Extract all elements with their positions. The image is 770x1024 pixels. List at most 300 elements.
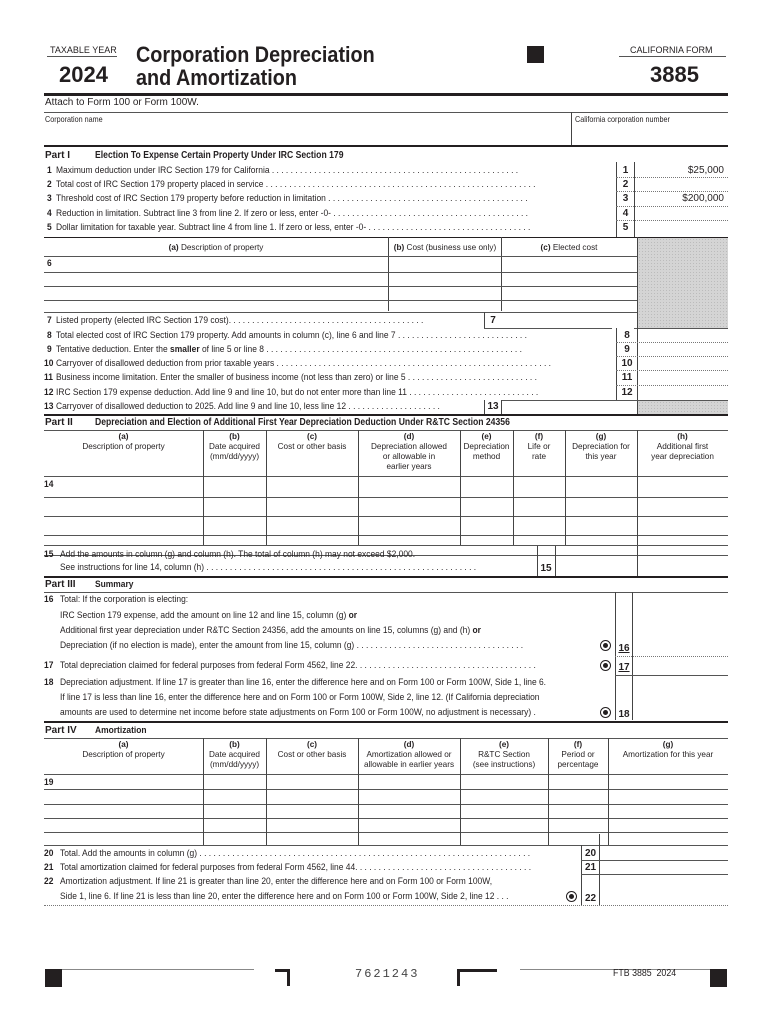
- part2-row4-col-h[interactable]: [639, 536, 725, 544]
- col-label-line: Depreciation for: [572, 442, 630, 451]
- line-7-text: Listed property (elected IRC Section 179 cost). . . . . . . . . . . . . . . . . . . . . . . . . . . . . . . . . . . . . . . . . .: [56, 315, 424, 326]
- column-divider: [203, 430, 204, 545]
- line-15-number: 15: [44, 549, 54, 560]
- rule-9: [616, 356, 728, 357]
- corner-mark-left: [275, 969, 290, 986]
- col-label-line: this year: [585, 452, 617, 461]
- part4-col-header-e: [460, 740, 548, 770]
- registration-mark-top: [527, 46, 544, 63]
- part4-row2-col-g[interactable]: [610, 790, 725, 803]
- part3-header-bottom: [44, 592, 728, 593]
- line-13-amount[interactable]: [503, 401, 633, 413]
- part2-row3-col-f[interactable]: [515, 517, 562, 534]
- part4-row5-bottom: [44, 845, 728, 846]
- part2-col-header-f: [513, 432, 565, 462]
- line6-row3-elected[interactable]: [503, 287, 633, 299]
- line6-row2-desc[interactable]: [46, 273, 386, 285]
- line-2-text: Total cost of IRC Section 179 property placed in service . . . . . . . . . . . . . . . . . . . . . . . . . . . . . . . . . . . . . . . . . . . . . . . . . . . . . . . . . .: [56, 179, 536, 190]
- col-key: (a): [118, 740, 129, 749]
- col-a-header-text: Description of property: [180, 243, 264, 252]
- part4-col-header-a: [44, 740, 203, 760]
- part2-col-header-h: [637, 432, 728, 462]
- part2-row4-col-a[interactable]: [46, 536, 200, 544]
- part4-row1-col-c[interactable]: [268, 776, 355, 788]
- line-20-text: Total. Add the amounts in column (g) . . . . . . . . . . . . . . . . . . . . . . . . . . . . . . . . . . . . . . . . . . . . . . . . . . . . . . . . . . . . . . . . . . . . . . .: [60, 848, 531, 859]
- column-divider: [358, 738, 359, 845]
- registration-mark-bottom-right: [710, 969, 727, 987]
- registration-mark-bottom-left: [45, 969, 62, 987]
- part2-row2-col-d[interactable]: [360, 498, 457, 515]
- part4-label: Part IV: [45, 725, 77, 736]
- col-label-line: year depreciation: [651, 452, 714, 461]
- col-key: (c): [306, 432, 317, 441]
- col-label-line: earlier years: [386, 462, 432, 471]
- part2-row3-col-g[interactable]: [567, 517, 634, 534]
- col-label-line: Additional first: [656, 442, 709, 451]
- line-8-text: Total elected cost of IRC Section 179 property. Add amounts in column (c), line 6 and line 7 . . . . . . . . . . . . . . . . . . . . . . . . . . . .: [56, 330, 527, 341]
- line-22-amount[interactable]: [602, 876, 724, 904]
- line-4-text: Reduction in limitation. Subtract line 3 from line 2. If zero or less, enter -0- . . . . . . . . . . . . . . . . . . . . . . . . . . . . . . . . . . . . . . . . . .: [56, 208, 529, 219]
- line-18-text3: amounts are used to determine net income before state adjustments on Form 100 or Form 100W, no adjustment is necessary) .: [60, 707, 536, 718]
- line7-bottom: [484, 328, 728, 329]
- rule-16: [615, 656, 728, 657]
- part2-row1-col-a[interactable]: [60, 478, 200, 496]
- line-15-col-g[interactable]: [557, 556, 635, 574]
- part4-row3-col-b[interactable]: [205, 805, 263, 817]
- col-label-line: Period or: [561, 750, 595, 759]
- part4-title: Amortization: [95, 725, 147, 736]
- corner-mark-right: [457, 969, 497, 986]
- line-18-radio-icon[interactable]: [600, 707, 611, 718]
- part4-row4-col-c[interactable]: [268, 819, 355, 831]
- part4-row5-col-b[interactable]: [205, 833, 263, 844]
- part2-row1-col-g[interactable]: [567, 478, 634, 496]
- line-18-text2: If line 17 is less than line 16, enter the difference here and on Form 100 or Form 100W, Side 2, line 12. (If California depreciation: [60, 692, 540, 703]
- line-20-amount[interactable]: [602, 847, 724, 859]
- column-divider: [460, 738, 461, 845]
- line-17-radio-icon[interactable]: [600, 660, 611, 671]
- line-1-box: 1: [622, 165, 629, 176]
- part2-row3-col-e[interactable]: [462, 517, 510, 534]
- part4-row1-col-b[interactable]: [205, 776, 263, 788]
- part4-row2-col-c[interactable]: [268, 790, 355, 803]
- part2-row2-col-e[interactable]: [462, 498, 510, 515]
- line-16-radio-icon[interactable]: [600, 640, 611, 651]
- col-key: (e): [498, 740, 509, 749]
- col-key: (b): [229, 432, 240, 441]
- part2-col-header-c: [266, 432, 358, 452]
- part2-row3-col-h[interactable]: [639, 517, 725, 534]
- line-17-number: 17: [44, 660, 54, 671]
- column-divider: [203, 738, 204, 845]
- line-16-text4: Depreciation (if no election is made), enter the amount from line 15, column (g) . . . . . . . . . . . . . . . . . . . . . . . . . . . . . . . . . . . .: [60, 640, 524, 651]
- col-label-line: R&TC Section: [478, 750, 530, 759]
- line-7-number: 7: [47, 315, 52, 326]
- col-label-line: Description of property: [82, 750, 165, 759]
- part3-top-rule: [44, 576, 728, 578]
- part2-row1-col-f[interactable]: [515, 478, 562, 496]
- line-12-amount[interactable]: [640, 387, 724, 399]
- line-2-number: 2: [47, 179, 52, 190]
- rule-11: [616, 385, 728, 386]
- line6-row1-desc[interactable]: [60, 258, 385, 271]
- part4-row2-col-f[interactable]: [550, 790, 605, 803]
- part2-label: Part II: [45, 417, 73, 428]
- col-b-header: (b) Cost (business use only): [393, 243, 497, 252]
- rule-10: [616, 370, 728, 371]
- line-4-amount[interactable]: [636, 208, 724, 220]
- line-21-number: 21: [44, 862, 54, 873]
- col-key: (h): [677, 432, 688, 441]
- part2-row2-col-g[interactable]: [567, 498, 634, 515]
- part4-col-header-b: [203, 740, 266, 770]
- line-1-text: Maximum deduction under IRC Section 179 for California . . . . . . . . . . . . . . . . . . . . . . . . . . . . . . . . . . . . . . . . . . . . . . . . . . . . .: [56, 165, 519, 176]
- line-18-text1: Depreciation adjustment. If line 17 is greater than line 16, enter the difference here and on Form 100 or Form 100W, Side 1, line 6.: [60, 677, 547, 688]
- header-rule: [44, 93, 728, 96]
- col-key: (f): [534, 432, 544, 441]
- rule-8: [616, 342, 728, 343]
- line-16-text3: [60, 625, 481, 637]
- taxable-year-label: TAXABLE YEAR: [50, 45, 117, 55]
- part2-row4-col-c[interactable]: [268, 536, 355, 544]
- california-form-label: CALIFORNIA FORM: [630, 45, 713, 55]
- column-divider: [358, 430, 359, 545]
- rule-21: [581, 874, 728, 875]
- part4-row4-col-f[interactable]: [550, 819, 605, 831]
- column-divider-line15: [555, 545, 556, 576]
- line-16-text3-bold: or: [472, 625, 481, 636]
- line-5-text: Dollar limitation for taxable year. Subtract line 4 from line 1. If zero or less, enter -0- . . . . . . . . . . . . . . . . . . . . . . . . . . . . . . . . . . .: [56, 222, 531, 233]
- part2-row2-col-f[interactable]: [515, 498, 562, 515]
- line-13-box: 13: [487, 401, 499, 412]
- col-c-header-text: Elected cost: [552, 243, 598, 252]
- line-3-number: 3: [47, 193, 52, 204]
- form-title-line1: Corporation Depreciation: [136, 42, 375, 67]
- col-label-line: (mm/dd/yyyy): [209, 760, 260, 769]
- form-title-line2: and Amortization: [136, 65, 297, 90]
- part1-label: Part I: [45, 150, 71, 161]
- line6-table-top: [44, 237, 728, 238]
- part1-title: Election To Expense Certain Property Under IRC Section 179: [95, 150, 344, 161]
- col-key: (d): [403, 432, 415, 441]
- line20-box-right: [599, 834, 600, 905]
- shade-left-border: [637, 237, 638, 329]
- part2-row4-col-e[interactable]: [462, 536, 510, 544]
- line-4-box: 4: [622, 208, 629, 219]
- barcode-number: 7621243: [355, 967, 420, 981]
- part4-row3-col-g[interactable]: [610, 805, 725, 817]
- line-10-amount[interactable]: [640, 358, 724, 370]
- line-22-box: 22: [584, 893, 597, 904]
- col-label-line: method: [472, 452, 501, 461]
- line-9-box: 9: [624, 344, 630, 355]
- col-label-line: Depreciation allowed: [370, 442, 447, 451]
- line-9-text-bold: smaller: [170, 344, 200, 355]
- column-divider-line15: [637, 545, 638, 576]
- corp-number-field[interactable]: [574, 126, 728, 144]
- part4-header-top: [44, 738, 728, 739]
- line6-row2-cost[interactable]: [390, 273, 498, 285]
- part2-row1-col-d[interactable]: [360, 478, 457, 496]
- line-1-amount[interactable]: $25,000: [687, 165, 724, 176]
- col-key: (c): [306, 740, 317, 749]
- line-10-box: 10: [621, 358, 633, 369]
- line-22-number: 22: [44, 876, 54, 887]
- line-17-text: Total depreciation claimed for federal purposes from federal Form 4562, line 22. . . . . . . . . . . . . . . . . . . . . . . . . . . . . . . . . . . . . . .: [60, 660, 536, 671]
- part2-title: Depreciation and Election of Additional First Year Depreciation Deduction Under R&TC Section 24356: [95, 417, 510, 428]
- column-divider: [460, 430, 461, 545]
- line-3-text: Threshold cost of IRC Section 179 property before reduction in limitation . . . . . . . . . . . . . . . . . . . . . . . . . . . . . . . . . . . . . . . . . . .: [56, 193, 528, 204]
- line-11-number: 11: [44, 372, 53, 383]
- part4-row2-col-e[interactable]: [462, 790, 545, 803]
- part4-row3-col-e[interactable]: [462, 805, 545, 817]
- part4-row5-col-f[interactable]: [550, 833, 605, 844]
- col-label-line: Depreciation: [463, 442, 510, 451]
- line-4-number: 4: [47, 208, 52, 219]
- line-12-number: 12: [44, 387, 54, 398]
- col-label-line: allowable in earlier years: [363, 760, 455, 769]
- part2-row1-col-c[interactable]: [268, 478, 355, 496]
- part4-row3-col-d[interactable]: [360, 805, 457, 817]
- corp-number-label: California corporation number: [575, 115, 670, 124]
- part4-col-header-d: [358, 740, 460, 770]
- line6-row4-elected[interactable]: [503, 301, 633, 312]
- part2-row4-col-b[interactable]: [205, 536, 263, 544]
- line-16-text2-pre: IRC Section 179 expense, add the amount on line 12 and line 15, column (g): [60, 610, 349, 621]
- col-label-line: (mm/dd/yyyy): [209, 452, 260, 461]
- part2-row3-col-c[interactable]: [268, 517, 355, 534]
- part4-row4-col-e[interactable]: [462, 819, 545, 831]
- line-22-radio-icon[interactable]: [566, 891, 577, 902]
- line-21-box: 21: [584, 862, 597, 873]
- line-14-number: 14: [44, 479, 54, 490]
- column-divider: [548, 738, 549, 845]
- corp-info-divider: [571, 112, 572, 145]
- line-17-amount[interactable]: [635, 658, 725, 673]
- part2-top-rule: [44, 414, 728, 416]
- col-key: (e): [481, 432, 492, 441]
- part4-row1-col-d[interactable]: [360, 776, 457, 788]
- part2-row-bottom-line15: [44, 545, 728, 546]
- part2-row2-col-h[interactable]: [639, 498, 725, 515]
- line-16-text2-bold: or: [348, 610, 358, 621]
- part4-row2-col-a[interactable]: [46, 790, 200, 803]
- part4-row1-col-a[interactable]: [60, 776, 200, 788]
- line-19-number: 19: [44, 777, 54, 788]
- part4-row5-col-e[interactable]: [462, 833, 545, 844]
- line-9-text-pre: Tentative deduction. Enter the: [56, 344, 171, 355]
- line-15-col-h[interactable]: [640, 556, 726, 574]
- line-15-box: 15: [540, 563, 552, 574]
- line-9-number: 9: [47, 344, 52, 355]
- line-5-number: 5: [47, 222, 52, 233]
- line-5-box: 5: [622, 222, 629, 233]
- part2-row3-col-d[interactable]: [360, 517, 457, 534]
- line6-row3-cost[interactable]: [390, 287, 498, 299]
- rule-2: [616, 191, 728, 192]
- part4-row3-col-c[interactable]: [268, 805, 355, 817]
- part4-row5-col-c[interactable]: [268, 833, 355, 844]
- line-box-right-1-5: [634, 162, 635, 237]
- line-9-text-post: of line 5 or line 8 . . . . . . . . . . . . . . . . . . . . . . . . . . . . . . . . . . . . . . . . . . . . . . . . . . . . . . .: [199, 344, 522, 355]
- part2-row3-col-a[interactable]: [46, 517, 200, 534]
- line6-header-bottom: [44, 256, 637, 257]
- part4-row2-col-b[interactable]: [205, 790, 263, 803]
- col-c-header: (c) Elected cost: [540, 243, 598, 252]
- column-divider: [608, 738, 609, 845]
- col-label-line: Cost or other basis: [277, 750, 347, 759]
- line6-row3-desc[interactable]: [46, 287, 386, 299]
- col-label-line: Description of property: [82, 442, 165, 451]
- shaded-area-13: [638, 401, 728, 414]
- col-label-line: Amortization allowed or: [366, 750, 452, 759]
- part2-row4-col-g[interactable]: [567, 536, 634, 544]
- col-key: (a): [118, 432, 129, 441]
- line-11-text: Business income limitation. Enter the smaller of business income (not less than zero) or line 5 . . . . . . . . . . . . . . . . . . . . . . . . . . . .: [56, 372, 537, 383]
- form-number: 3885: [650, 62, 699, 87]
- part4-bottom-rule: [44, 905, 728, 906]
- line-21-amount[interactable]: [602, 861, 724, 873]
- corp-info-bottom-border: [44, 145, 728, 147]
- part2-row2-col-b[interactable]: [205, 498, 263, 515]
- part4-row3-col-f[interactable]: [550, 805, 605, 817]
- part4-row4-col-b[interactable]: [205, 819, 263, 831]
- column-divider: [513, 430, 514, 545]
- line-10-number: 10: [44, 358, 54, 369]
- part2-row1-col-e[interactable]: [462, 478, 510, 496]
- part2-row4-col-f[interactable]: [515, 536, 562, 544]
- corporation-name-field[interactable]: [44, 126, 569, 144]
- line-2-amount[interactable]: [636, 179, 724, 191]
- line-8-number: 8: [47, 330, 52, 341]
- rule-1: [616, 177, 728, 178]
- line-16-box: 16: [618, 643, 630, 654]
- line-17-box: 17: [618, 662, 630, 673]
- line-8-box: 8: [624, 330, 630, 341]
- col-key: (d): [403, 740, 415, 749]
- line-13-text: Carryover of disallowed deduction to 2025. Add line 9 and line 10, less line 12 . . . . . . . . . . . . . . . . . . . .: [56, 401, 440, 412]
- line6-row2-elected[interactable]: [503, 273, 633, 285]
- california-form-underline: [619, 56, 726, 57]
- part2-row1-col-h[interactable]: [639, 478, 725, 496]
- part4-row3-col-a[interactable]: [46, 805, 200, 817]
- column-divider: [266, 430, 267, 545]
- part4-row1-col-g[interactable]: [610, 776, 725, 788]
- col-label-line: Date acquired: [209, 750, 260, 759]
- line-18-box: 18: [618, 709, 630, 720]
- line-18-amount[interactable]: [635, 677, 725, 719]
- part4-row4-col-d[interactable]: [360, 819, 457, 831]
- part2-col-header-b: [203, 432, 266, 462]
- line-3-box: 3: [622, 193, 629, 204]
- line6-row4-desc[interactable]: [46, 301, 386, 312]
- line-16-text3-pre: Additional first year depreciation under R&TC Section 24356, add the amounts on line 15, columns (g) and (h): [60, 625, 473, 636]
- part4-row4-col-a[interactable]: [46, 819, 200, 831]
- col-label-line: Life or: [527, 442, 551, 451]
- footer-left-rule: [62, 969, 254, 970]
- line-8-amount[interactable]: [640, 330, 724, 342]
- col-label-line: Amortization for this year: [622, 750, 714, 759]
- part4-row5-col-a[interactable]: [46, 833, 200, 844]
- attach-note: Attach to Form 100 or Form 100W.: [45, 97, 199, 108]
- line-6-number: 6: [47, 258, 52, 269]
- line-2-box: 2: [622, 179, 629, 190]
- line-9-amount[interactable]: [640, 344, 724, 356]
- part4-row1-col-f[interactable]: [550, 776, 605, 788]
- line-21-text: Total amortization claimed for federal purposes from federal Form 4562, line 44. . . . . . . . . . . . . . . . . . . . . . . . . . . . . . . . . . . . . .: [60, 862, 532, 873]
- line-16-number: 16: [44, 594, 54, 605]
- column-divider: [565, 430, 566, 545]
- line-12-box: 12: [621, 387, 633, 398]
- rule-4: [616, 220, 728, 221]
- part4-top-rule: [44, 721, 728, 723]
- line-20-number: 20: [44, 848, 54, 859]
- part2-row1-col-b[interactable]: [205, 478, 263, 496]
- part4-row4-col-g[interactable]: [610, 819, 725, 831]
- footer-form-id: FTB 3885 2024: [613, 968, 677, 979]
- rule-3: [616, 206, 728, 207]
- rule-17: [615, 675, 728, 676]
- col-label-line: Date acquired: [209, 442, 260, 451]
- part4-row5-col-g[interactable]: [610, 833, 725, 844]
- col-key: (g): [595, 432, 607, 441]
- line-16-text2: [60, 610, 357, 622]
- line-12-text: IRC Section 179 expense deduction. Add line 9 and line 10, but do not enter more than line 11 . . . . . . . . . . . . . . . . . . . . . . . . . . . .: [56, 387, 539, 398]
- line-16-amount[interactable]: [635, 594, 725, 654]
- line-22-text1: Amortization adjustment. If line 21 is greater than line 20, enter the difference here and on Form 100 or Form 100W,: [60, 876, 493, 887]
- col-key: (g): [662, 740, 674, 749]
- part4-header-bottom: [44, 774, 728, 775]
- part2-col-header-a: [44, 432, 203, 452]
- part2-row3-col-b[interactable]: [205, 517, 263, 534]
- col-label-line: (see instructions): [472, 760, 536, 769]
- line-11-box: 11: [621, 372, 633, 383]
- line-9-text: [56, 344, 602, 356]
- part4-row5-col-d[interactable]: [360, 833, 457, 844]
- line-7-amount[interactable]: [503, 313, 633, 327]
- line-15-text2: See instructions for line 14, column (h) . . . . . . . . . . . . . . . . . . . . . . . . . . . . . . . . . . . . . . . . . . . . . . . . . . . . . . . . . .: [60, 562, 477, 573]
- part2-row4-col-d[interactable]: [360, 536, 457, 544]
- line-1-number: 1: [47, 165, 52, 176]
- part4-row2-col-d[interactable]: [360, 790, 457, 803]
- col-key: (f): [573, 740, 583, 749]
- line6-row1-cost[interactable]: [390, 258, 498, 271]
- part2-col-header-d: [358, 432, 460, 472]
- col-label-line: rate: [531, 452, 547, 461]
- line-13-number: 13: [44, 401, 54, 412]
- part2-row2-col-c[interactable]: [268, 498, 355, 515]
- line-18-number: 18: [44, 677, 54, 688]
- line-5-amount[interactable]: [636, 222, 724, 234]
- part4-col-header-c: [266, 740, 358, 760]
- col-key: (b): [229, 740, 240, 749]
- line-11-amount[interactable]: [640, 372, 724, 384]
- corp-info-top-border: [44, 112, 728, 113]
- column-divider: [637, 430, 638, 545]
- line13-box-right: [501, 400, 502, 414]
- line6-row4-cost[interactable]: [390, 301, 498, 312]
- part4-row1-col-e[interactable]: [462, 776, 545, 788]
- col-label-line: percentage: [557, 760, 599, 769]
- part2-row2-col-a[interactable]: [46, 498, 200, 515]
- line-10-text: Carryover of disallowed deduction from prior taxable years . . . . . . . . . . . . . . . . . . . . . . . . . . . . . . . . . . . . . . . . . . . . . . . . . . . . . . . . . . .: [56, 358, 551, 369]
- line-3-amount[interactable]: $200,000: [682, 193, 724, 204]
- part2-header-top: [44, 430, 728, 431]
- column-divider: [266, 738, 267, 845]
- part4-col-header-f: [548, 740, 608, 770]
- line6-row1-elected[interactable]: [503, 258, 633, 271]
- col-a-header: (a) Description of property: [168, 243, 264, 252]
